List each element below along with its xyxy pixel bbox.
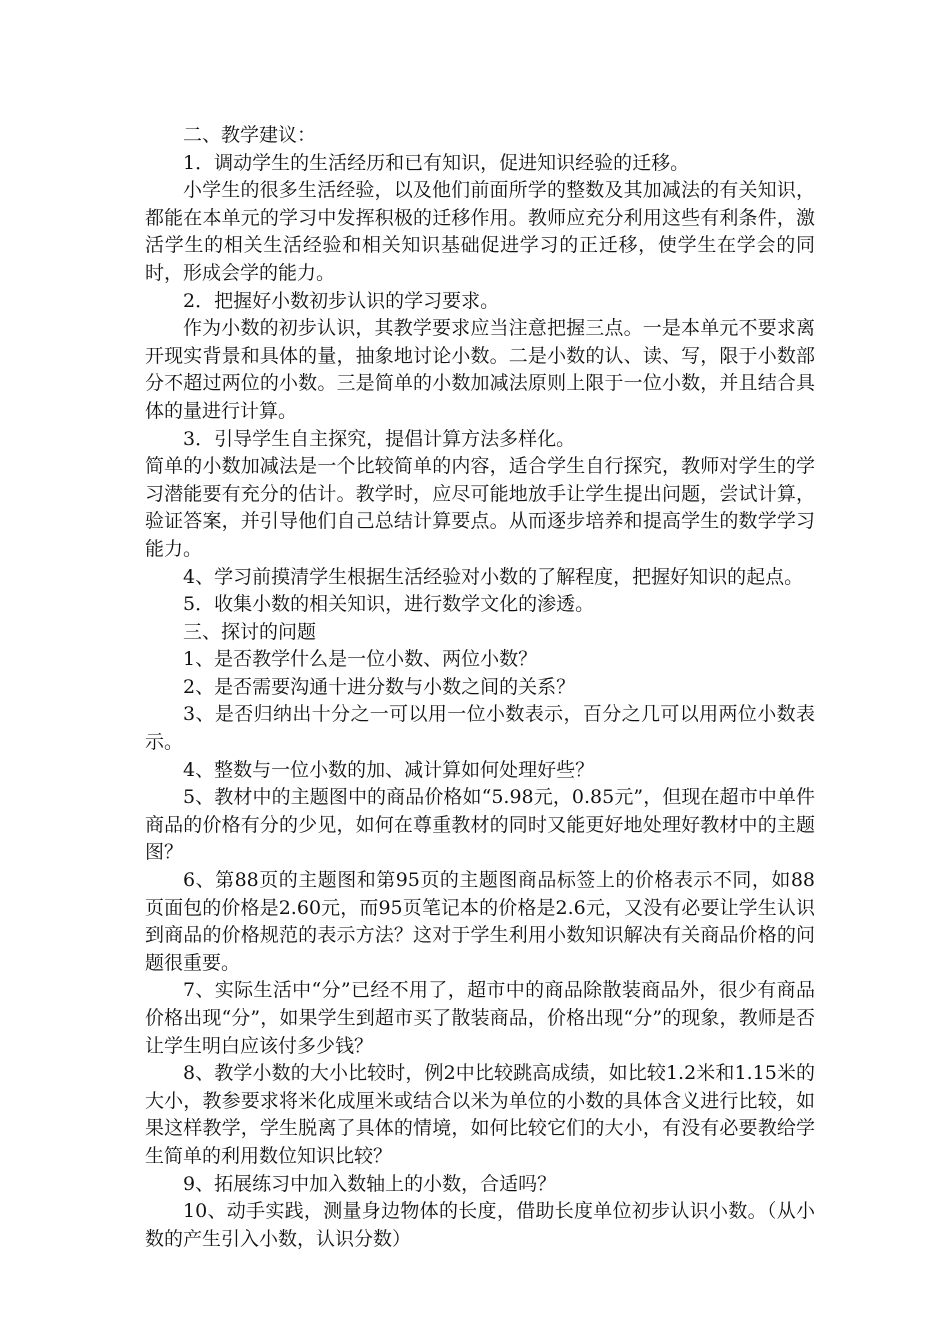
suggestion-1-body: 小学生的很多生活经验，以及他们前面所学的整数及其加减法的有关知识，都能在本单元的学习中发挥积极的迁移作用。教师应充分利用这些有利条件，激活学生的相关生活经验和相关知识基础促进学习的正迁移，使学生在学会的同时，形成会学的能力。 [145,179,815,284]
question-4: 4、整数与一位小数的加、减计算如何处理好些？ [183,758,595,781]
question-8: 8、教学小数的大小比较时，例2中比较跳高成绩，如比较1.2米和1.15米的大小，教参要求将米化成厘米或结合以米为单位的小数的具体含义进行比较，如果这样教学，学生脱离了具体的情境，如何比较它们的大小，有没有必要教给学生简单的利用数位知识比较？ [145,1062,815,1167]
question-5: 5、教材中的主题图中的商品价格如“5.98元，0.85元”，但现在超市中单件商品的价格有分的少见，如何在尊重教材的同时又能更好地处理好教材中的主题图？ [145,786,815,864]
suggestion-4: 4、学习前摸清学生根据生活经验对小数的了解程度，把握好知识的起点。 [183,565,804,588]
suggestion-3-heading: 3．引导学生自主探究，提倡计算方法多样化。 [183,427,576,450]
suggestion-1-heading: 1．调动学生的生活经历和已有知识，促进知识经验的迁移。 [183,151,690,174]
question-9: 9、拓展练习中加入数轴上的小数，合适吗？ [183,1172,557,1195]
question-1: 1、是否教学什么是一位小数、两位小数？ [183,648,538,671]
section-heading-teaching-suggestions: 二、教学建议： [183,124,317,146]
question-7: 7、实际生活中“分”已经不用了，超市中的商品除散装商品外，很少有商品价格出现“分”，如果学生到超市买了散装商品，价格出现“分”的现象，教师是否让学生明白应该付多少钱？ [145,979,815,1057]
question-10: 10、动手实践，测量身边物体的长度，借助长度单位初步认识小数。（从小数的产生引入小数，认识分数） [145,1200,815,1250]
section-heading-discussion-questions: 三、探讨的问题 [183,620,317,643]
suggestion-2-heading: 2．把握好小数初步认识的学习要求。 [183,289,500,312]
question-6: 6、第88页的主题图和第95页的主题图商品标签上的价格表示不同，如88页面包的价格是2.60元，而95页笔记本的价格是2.6元，又没有必要让学生认识到商品的价格规范的表示方法？这对于学生利用小数知识解决有关商品价格的问题很重要。 [145,869,815,974]
question-3: 3、是否归纳出十分之一可以用一位小数表示，百分之几可以用两位小数表示。 [145,703,815,754]
suggestion-2-body: 作为小数的初步认识，其教学要求应当注意把握三点。一是本单元不要求离开现实背景和具体的量，抽象地讨论小数。二是小数的认、读、写，限于小数部分不超过两位的小数。三是简单的小数加减法原则上限于一位小数，并且结合具体的量进行计算。 [145,317,815,422]
suggestion-3-body: 简单的小数加减法是一个比较简单的内容，适合学生自行探究，教师对学生的学习潜能要有充分的估计。教学时，应尽可能地放手让学生提出问题，尝试计算，验证答案，并引导他们自己总结计算要点。从而逐步培养和提高学生的数学学习能力。 [145,455,815,560]
suggestion-5: 5．收集小数的相关知识，进行数学文化的渗透。 [183,593,595,616]
document-body [145,122,815,1253]
question-2: 2、是否需要沟通十进分数与小数之间的关系？ [183,675,576,698]
